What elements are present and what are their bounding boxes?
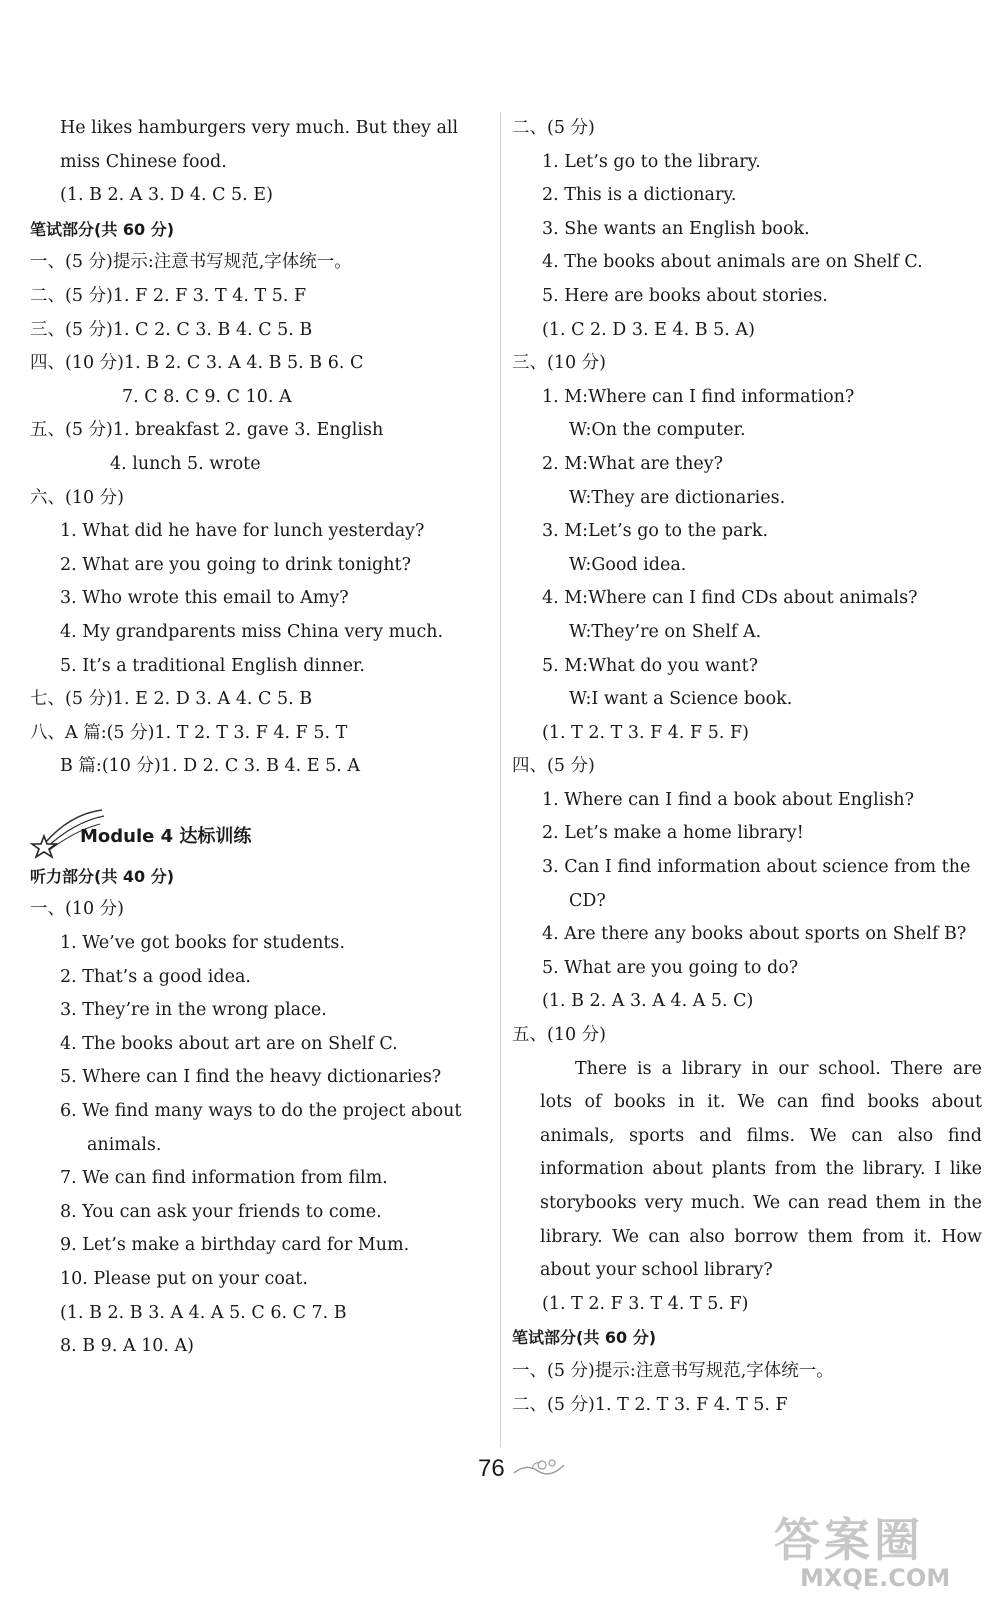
list-item: 1. Let’s go to the library. <box>542 151 761 172</box>
section-heading: 笔试部分(共 60 分) <box>30 219 175 239</box>
dialogue-line: 4. M:Where can I find CDs about animals? <box>542 588 918 609</box>
list-item: 4. The books about animals are on Shelf C. <box>542 252 923 273</box>
dialogue-line: W:They’re on Shelf A. <box>569 621 762 642</box>
section-heading: 笔试部分(共 60 分) <box>512 1328 657 1348</box>
list-item: 3. Who wrote this email to Amy? <box>60 588 349 609</box>
answer-line: 一、(5 分)提示:注意书写规范,字体统一。 <box>30 252 352 273</box>
list-item-continuation: CD? <box>569 890 606 911</box>
list-item: 5. It’s a traditional English dinner. <box>60 655 365 676</box>
answer-line: 四、(10 分)1. B 2. C 3. A 4. B 5. B 6. C <box>30 353 364 374</box>
page-number: 76 <box>478 1455 505 1482</box>
list-item: 2. Let’s make a home library! <box>542 823 804 844</box>
list-item: 9. Let’s make a birthday card for Mum. <box>60 1235 410 1256</box>
list-item: 8. You can ask your friends to come. <box>60 1201 382 1222</box>
list-item: 3. Can I find information about science from the <box>542 857 971 878</box>
answer-line: (1. T 2. F 3. T 4. T 5. F) <box>542 1293 749 1314</box>
answer-line: (1. T 2. T 3. F 4. F 5. F) <box>542 722 749 743</box>
list-item: 4. My grandparents miss China very much. <box>60 621 444 642</box>
dialogue-line: 5. M:What do you want? <box>542 655 759 676</box>
list-item-continuation: animals. <box>87 1134 162 1155</box>
list-item: 1. Where can I find a book about English? <box>542 789 914 810</box>
list-item: 2. This is a dictionary. <box>542 185 737 206</box>
passage-line: He likes hamburgers very much. But they all <box>60 118 459 138</box>
left-column <box>30 112 488 1364</box>
answer-line: 七、(5 分)1. E 2. D 3. A 4. C 5. B <box>30 689 313 710</box>
answer-line: B 篇:(10 分)1. D 2. C 3. B 4. E 5. A <box>60 756 361 777</box>
list-item: 3. They’re in the wrong place. <box>60 1000 327 1021</box>
section-label: 三、(10 分) <box>512 353 606 374</box>
watermark-text: 答案圈 <box>774 1513 924 1567</box>
right-column <box>512 112 982 1422</box>
answer-line: 一、(5 分)提示:注意书写规范,字体统一。 <box>512 1360 834 1381</box>
section-label: 一、(10 分) <box>30 899 124 920</box>
passage-line: miss Chinese food. <box>60 151 227 172</box>
section-label: 六、(10 分) <box>30 487 124 508</box>
module-title: Module 4 达标训练 <box>80 825 252 847</box>
dialogue-line: W:I want a Science book. <box>569 689 793 710</box>
list-item: 4. Are there any books about sports on Shelf B? <box>542 924 967 945</box>
answer-line: (1. B 2. A 3. D 4. C 5. E) <box>60 185 273 206</box>
answer-line: 7. C 8. C 9. C 10. A <box>122 386 292 407</box>
answer-line: 二、(5 分)1. F 2. F 3. T 4. T 5. F <box>30 285 307 306</box>
dialogue-line: 3. M:Let’s go to the park. <box>542 521 769 542</box>
section-label: 五、(10 分) <box>512 1025 606 1046</box>
watermark-logo <box>760 1500 996 1600</box>
passage-text: There is a library in our school. There are lots of books in it. We can find books about animals, sports and films. We can also find information about plants from the library. I like storybooks very much. We can read them in the library. We can also borrow them from it. How about your school library? <box>540 1058 982 1281</box>
list-item: 1. What did he have for lunch yesterday? <box>60 521 425 542</box>
dialogue-line: W:Good idea. <box>569 554 687 575</box>
list-item: 3. She wants an English book. <box>542 218 810 239</box>
list-item: 1. We’ve got books for students. <box>60 933 345 954</box>
watermark-url: MXQE.COM <box>800 1564 951 1592</box>
list-item: 10. Please put on your coat. <box>60 1269 308 1289</box>
answer-line: 三、(5 分)1. C 2. C 3. B 4. C 5. B <box>30 319 313 340</box>
answer-line: 八、A 篇:(5 分)1. T 2. T 3. F 4. F 5. T <box>30 722 348 743</box>
dialogue-line: 2. M:What are they? <box>542 453 724 474</box>
passage-paragraph <box>512 1053 982 1288</box>
flower-ornament-icon <box>512 1455 568 1483</box>
list-item: 5. What are you going to do? <box>542 957 799 978</box>
dialogue-line: W:They are dictionaries. <box>569 487 786 508</box>
section-heading: 听力部分(共 40 分) <box>30 866 175 886</box>
list-item: 2. What are you going to drink tonight? <box>60 554 411 575</box>
answer-line: (1. B 2. B 3. A 4. A 5. C 6. C 7. B <box>60 1302 347 1323</box>
section-label: 二、(5 分) <box>512 118 595 138</box>
answer-line: (1. C 2. D 3. E 4. B 5. A) <box>542 319 755 340</box>
dialogue-line: W:On the computer. <box>569 420 746 441</box>
list-item: 5. Here are books about stories. <box>542 285 828 306</box>
answer-line: 8. B 9. A 10. A) <box>60 1336 195 1357</box>
list-item: 7. We can find information from film. <box>60 1168 388 1189</box>
list-item: 6. We find many ways to do the project about <box>60 1101 462 1122</box>
section-label: 四、(5 分) <box>512 756 595 777</box>
list-item: 4. The books about art are on Shelf C. <box>60 1033 398 1054</box>
list-item: 2. That’s a good idea. <box>60 966 251 987</box>
dialogue-line: 1. M:Where can I find information? <box>542 386 855 407</box>
answer-line: (1. B 2. A 3. A 4. A 5. C) <box>542 991 754 1012</box>
answer-line: 五、(5 分)1. breakfast 2. gave 3. English <box>30 420 384 441</box>
answer-line: 4. lunch 5. wrote <box>110 453 261 474</box>
list-item: 5. Where can I find the heavy dictionaries? <box>60 1067 442 1088</box>
answer-line: 二、(5 分)1. T 2. T 3. F 4. T 5. F <box>512 1394 788 1415</box>
module-header <box>30 804 488 860</box>
column-divider <box>500 112 501 1447</box>
